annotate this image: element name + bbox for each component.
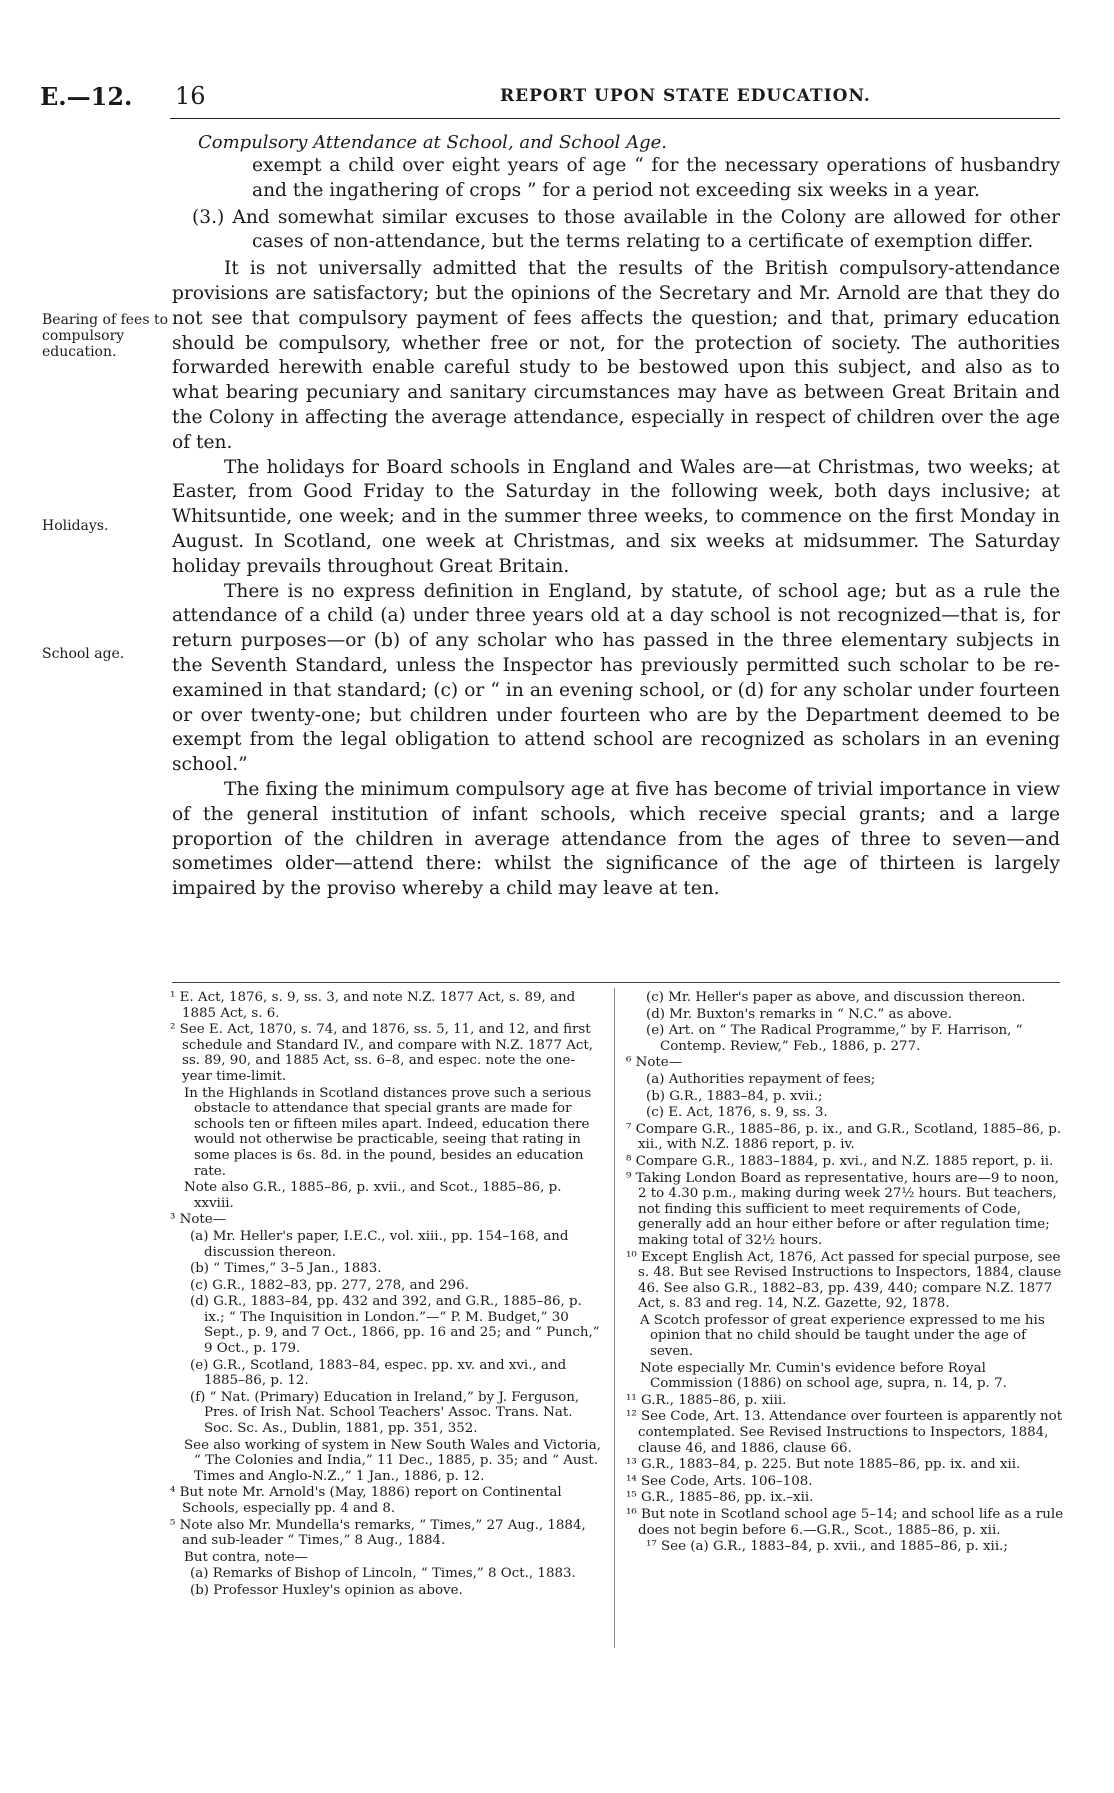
footnotes-right-column <box>626 990 1064 1556</box>
page-title: REPORT UPON STATE EDUCATION. <box>500 86 871 106</box>
footnote: ¹⁰ Except English Act, 1876, Act passed for special purpose, see s. 48. But see Revised Instructions to Inspectors, 1884, clause 46. See also G.R., 1882–83, pp. 439, 440; compare N.Z. 1877 Act, s. 83 and reg. 14, N.Z. Gazette, 92, 1878. <box>626 1249 1062 1312</box>
footnote: ¹¹ G.R., 1885–86, p. xiii. <box>626 1392 787 1408</box>
page-header <box>40 82 1070 122</box>
footnote: ¹⁷ See (a) G.R., 1883–84, p. xvii., and 1885–86, p. xii.; <box>646 1539 1008 1555</box>
page-number: 16 <box>175 82 206 110</box>
side-note-fees: Bearing of fees to compulsory education. <box>42 312 169 360</box>
footnote: ⁶ Note— <box>626 1055 683 1071</box>
footnote-rule <box>172 982 1060 983</box>
footnote: In the Highlands in Scotland distances prove such a serious obstacle to attendance that special grants are made for schools ten or fifteen miles apart. Indeed, education there would not otherwise be practicable, seeing that rating in some places is 6s. 8d. in the pound, besides an education rate. <box>184 1085 592 1179</box>
paragraph-minimum-age: The fixing the minimum compulsory age at five has become of trivial importance in view of the general institution of infant schools, which receive special grants; and a large proportion of the children in average attendance from the ages of three to seven—and sometimes older—attend there: whilst the significance of the age of thirteen is largely impaired by the proviso whereby a child may leave at ten. <box>172 778 1060 900</box>
document-code: E.—12. <box>40 82 133 111</box>
footnote: ⁹ Taking London Board as representative, hours are—9 to noon, 2 to 4.30 p.m., making during week 27½ hours. But teachers, not finding this sufficient to meet requirements of Code, generally add an hour either before or after regulation time; making total of 32½ hours. <box>626 1170 1059 1248</box>
header-rule <box>170 118 1060 119</box>
footnote: ¹⁴ See Code, Arts. 106–108. <box>626 1473 813 1489</box>
footnote: (a) Remarks of Bishop of Lincoln, “ Times,” 8 Oct., 1883. <box>190 1566 576 1582</box>
footnote: ¹² See Code, Art. 13. Attendance over fourteen is apparently not contemplated. See Revised Instructions to Inspectors, 1884, clause 46, and 1886, clause 66. <box>626 1409 1063 1456</box>
footnote: (e) G.R., Scotland, 1883–84, espec. pp. xv. and xvi., and 1885–86, p. 12. <box>190 1357 567 1389</box>
footnote: ¹⁵ G.R., 1885–86, pp. ix.–xii. <box>626 1490 814 1506</box>
footnote: (b) “ Times,” 3–5 Jan., 1883. <box>190 1261 382 1277</box>
footnote: ¹³ G.R., 1883–84, p. 225. But note 1885–86, pp. ix. and xii. <box>626 1457 1021 1473</box>
footnote: See also working of system in New South Wales and Victoria, “ The Colonies and India,” 11 Dec., 1885, p. 35; and “ Aust. Times and Anglo-N.Z.,” 1 Jan., 1886, p. 12. <box>184 1437 601 1484</box>
footnote: (b) G.R., 1883–84, p. xvii.; <box>646 1088 823 1104</box>
footnote: (b) Professor Huxley's opinion as above. <box>190 1582 463 1598</box>
footnote: ¹⁶ But note in Scotland school age 5–14; and school life as a rule does not begin before 6.—G.R., Scot., 1885–86, p. xii. <box>626 1507 1064 1538</box>
footnote: ³ Note— <box>170 1212 227 1228</box>
paragraph-holidays: The holidays for Board schools in England and Wales are—at Christmas, two weeks; at Easter, from Good Friday to the Saturday in the following week, both days inclusive; at Whitsuntide, one week; and in the summer three weeks, to commence on the first Monday in August. In Scotland, one week at Christmas, and six weeks at midsummer. The Saturday holiday prevails throughout Great Britain. <box>172 456 1060 577</box>
paragraph-exemptions: (3.) And somewhat similar excuses to those available in the Colony are allowed for other cases of non-attendance, but the terms relating to a certificate of exemption differ. <box>192 206 1060 253</box>
paragraph-exempt: exempt a child over eight years of age “ for the necessary operations of husbandry and the ingathering of crops ” for a period not exceeding six weeks in a year. <box>252 155 1060 201</box>
footnote: ⁸ Compare G.R., 1883–1884, p. xvi., and N.Z. 1885 report, p. ii. <box>626 1153 1054 1169</box>
footnote: (c) G.R., 1882–83, pp. 277, 278, and 296. <box>190 1277 469 1293</box>
footnote: ⁷ Compare G.R., 1885–86, p. ix., and G.R., Scotland, 1885–86, p. xii., with N.Z. 1886 report, p. iv. <box>626 1121 1062 1153</box>
footnote: (e) Art. on “ The Radical Programme,” by F. Harrison, “ Contemp. Review,” Feb., 1886, p. 277. <box>646 1023 1023 1054</box>
footnote: But contra, note— <box>184 1549 308 1565</box>
side-note-school-age: School age. <box>42 646 125 662</box>
side-note-holidays: Holidays. <box>42 518 109 534</box>
footnote: Note especially Mr. Cumin's evidence before Royal Commission (1886) on school age, supra, n. 14, p. 7. <box>640 1360 1007 1392</box>
footnote: Note also G.R., 1885–86, p. xvii., and Scot., 1885–86, p. xxviii. <box>184 1180 562 1211</box>
footnote: ¹ E. Act, 1876, s. 9, ss. 3, and note N.Z. 1877 Act, s. 89, and 1885 Act, s. 6. <box>170 990 576 1021</box>
footnote: (d) G.R., 1883–84, pp. 432 and 392, and G.R., 1885–86, p. ix.; “ The Inquisition in London.”—“ P. M. Budget,” 30 Sept., p. 9, and 7 Oct., 1866, pp. 16 and 25; and “ Punch,” 9 Oct., p. 179. <box>190 1294 600 1357</box>
body-text <box>172 154 1060 902</box>
footnote: ⁵ Note also Mr. Mundella's remarks, “ Times,” 27 Aug., 1884, and sub-leader “ Times,” 8 Aug., 1884. <box>170 1517 586 1549</box>
footnote: (a) Authorities repayment of fees; <box>646 1071 876 1087</box>
footnote: A Scotch professor of great experience expressed to me his opinion that no child should be taught under the age of seven. <box>640 1312 1045 1360</box>
footnote: (f) “ Nat. (Primary) Education in Ireland,” by J. Ferguson, Pres. of Irish Nat. School Teachers' Assoc. Trans. Nat. Soc. Sc. As., Dublin, 1881, pp. 351, 352. <box>190 1389 580 1437</box>
footnote: (c) E. Act, 1876, s. 9, ss. 3. <box>646 1105 828 1121</box>
paragraph-school-age: There is no express definition in England, by statute, of school age; but as a rule the attendance of a child (a) under three years old at a day school is not recognized—that is, for return purposes—or (b) of any scholar who has passed in the three elementary subjects in the Seventh Standard, unless the Inspector has previously permitted such scholar to be re-examined in that standard; (c) or “ in an evening school, or (d) for any scholar under fourteen or over twenty-one; but children under fourteen who are by the Department deemed to be exempt from the legal obligation to attend school are recognized as scholars in an evening school.” <box>172 580 1060 776</box>
footnote: (c) Mr. Heller's paper as above, and discussion thereon. <box>646 990 1026 1005</box>
footnotes-left-column <box>170 990 602 1600</box>
footnote: ⁴ But note Mr. Arnold's (May, 1886) report on Continental Schools, especially pp. 4 and 8. <box>170 1485 562 1516</box>
footnote: (a) Mr. Heller's paper, I.E.C., vol. xiii., pp. 154–168, and discussion thereon. <box>190 1228 569 1260</box>
paragraph-fees: It is not universally admitted that the results of the British compulsory-attendance provisions are satisfactory; but the opinions of the Secretary and Mr. Arnold are that they do not see that compulsory payment of fees affects the question; and that, primary education should be compulsory, whether free or not, for the protection of society. The authorities forwarded herewith enable careful study to be bestowed upon this subject, and also as to what bearing pecuniary and sanitary circumstances may have as between Great Britain and the Colony in affecting the average attendance, especially in respect of children over the age of ten. <box>172 258 1060 453</box>
footnote-column-divider <box>614 988 615 1648</box>
footnote: ² See E. Act, 1870, s. 74, and 1876, ss. 5, 11, and 12, and first schedule and Standard IV., and compare with N.Z. 1877 Act, ss. 89, 90, and 1885 Act, ss. 6–8, and espec. note the one-year time-limit. <box>170 1022 594 1084</box>
running-head: Compulsory Attendance at School, and School Age. <box>198 132 668 153</box>
footnote: (d) Mr. Buxton's remarks in “ N.C.” as above. <box>646 1006 952 1022</box>
